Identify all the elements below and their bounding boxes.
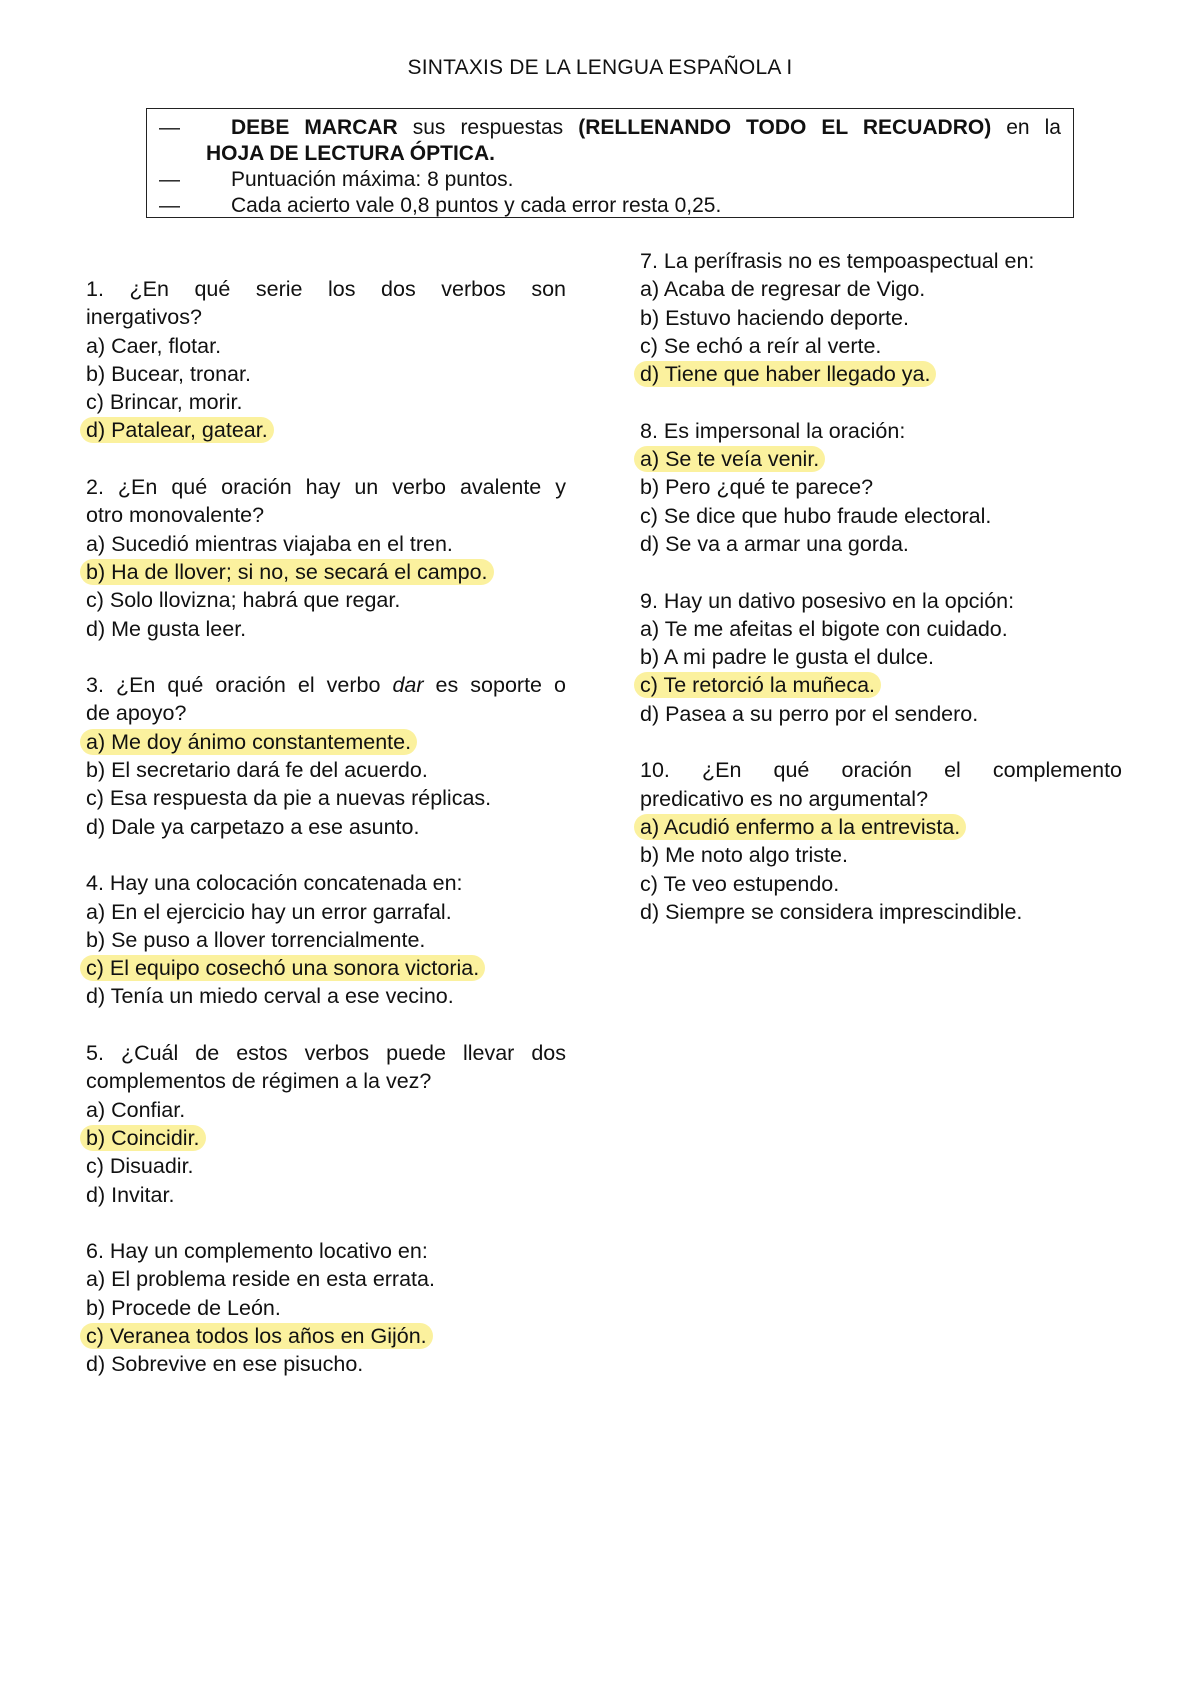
dash-3: — (159, 194, 180, 217)
question-6 (86, 1237, 566, 1378)
exam-title: SINTAXIS DE LA LENGUA ESPAÑOLA I (407, 56, 793, 79)
question-10 (640, 756, 1122, 926)
instruction-bold-b: (RELLENANDO TODO EL RECUADRO) (578, 116, 992, 139)
question-3 (86, 671, 566, 841)
highlighted-answer: b) Coincidir. (80, 1125, 206, 1151)
instruction-max-score: Puntuación máxima: 8 puntos. (231, 168, 514, 191)
option-a (640, 813, 1122, 841)
option-c: c) Te veo estupendo. (640, 871, 840, 896)
highlighted-answer: a) Me doy ánimo constantemente. (80, 729, 417, 755)
option-c (86, 954, 566, 982)
instructions-box (146, 108, 1074, 218)
option-d: d) Dale ya carpetazo a ese asunto. (86, 814, 420, 839)
option-a: a) Te me afeitas el bigote con cuidado. (640, 616, 1008, 641)
option-d: d) Se va a armar una gorda. (640, 531, 909, 556)
highlighted-answer: c) Veranea todos los años en Gijón. (80, 1323, 433, 1349)
highlighted-answer: b) Ha de llover; si no, se secará el campo. (80, 559, 494, 585)
option-b: b) Se puso a llover torrencialmente. (86, 927, 426, 952)
option-d: d) Invitar. (86, 1182, 175, 1207)
option-d: d) Siempre se considera imprescindible. (640, 899, 1023, 924)
option-b: b) A mi padre le gusta el dulce. (640, 645, 935, 670)
highlighted-answer: d) Tiene que haber llegado ya. (634, 361, 936, 387)
option-b (86, 558, 566, 586)
option-b: b) Estuvo haciendo deporte. (640, 305, 909, 330)
instruction-plain-b: en la (1006, 116, 1061, 139)
option-a: a) Sucedió mientras viajaba en el tren. (86, 531, 453, 556)
option-b: b) El secretario dará fe del acuerdo. (86, 758, 428, 783)
option-c: c) Se dice que hubo fraude electoral. (640, 503, 992, 528)
highlighted-answer: d) Patalear, gatear. (80, 417, 274, 443)
question-stem: 10. ¿En qué oración el complemento predicativo es no argumental? (640, 758, 1122, 811)
instruction-plain-a: sus respuestas (412, 116, 564, 139)
instruction-bold-a: DEBE MARCAR (231, 116, 398, 139)
option-d (86, 416, 566, 444)
option-a (86, 728, 566, 756)
question-stem: 1. ¿En qué serie los dos verbos son inergativos? (86, 277, 566, 330)
question-stem: 2. ¿En qué oración hay un verbo avalente y otro monovalente? (86, 475, 566, 528)
dash-1: — (159, 116, 180, 139)
question-5 (86, 1039, 566, 1209)
option-d (640, 360, 1122, 388)
option-a: a) Caer, flotar. (86, 333, 222, 358)
option-a: a) Acaba de regresar de Vigo. (640, 277, 926, 302)
highlighted-answer: a) Se te veía venir. (634, 446, 825, 472)
option-c: c) Disuadir. (86, 1154, 194, 1179)
left-column (86, 275, 566, 1407)
instruction-bold-c: HOJA DE LECTURA ÓPTICA. (206, 142, 495, 165)
option-b: b) Pero ¿qué te parece? (640, 475, 874, 500)
option-c (640, 671, 1122, 699)
option-b: b) Bucear, tronar. (86, 361, 251, 386)
highlighted-answer: c) El equipo cosechó una sonora victoria. (80, 955, 485, 981)
option-b (86, 1124, 566, 1152)
option-c: c) Esa respuesta da pie a nuevas réplicas. (86, 786, 492, 811)
question-stem: 7. La perífrasis no es tempoaspectual en: (640, 249, 1035, 273)
instruction-line-3 (159, 193, 1061, 219)
dash-2: — (159, 168, 180, 191)
option-b: b) Procede de León. (86, 1295, 281, 1320)
question-stem: 5. ¿Cuál de estos verbos puede llevar dos complementos de régimen a la vez? (86, 1041, 566, 1094)
question-stem: 6. Hay un complemento locativo en: (86, 1239, 428, 1264)
highlighted-answer: a) Acudió enfermo a la entrevista. (634, 814, 966, 840)
option-a: a) Confiar. (86, 1097, 186, 1122)
question-stem: 8. Es impersonal la oración: (640, 418, 906, 443)
question-9 (640, 587, 1122, 728)
option-d: d) Tenía un miedo cerval a ese vecino. (86, 984, 454, 1009)
option-b: b) Me noto algo triste. (640, 843, 848, 868)
instruction-line-1 (159, 115, 1061, 141)
option-d: d) Sobrevive en ese pisucho. (86, 1352, 364, 1377)
question-1 (86, 275, 566, 445)
instruction-line-2 (159, 167, 1061, 193)
highlighted-answer: c) Te retorció la muñeca. (634, 672, 881, 698)
option-d: d) Me gusta leer. (86, 616, 247, 641)
option-a (640, 445, 1122, 473)
question-4 (86, 869, 566, 1010)
question-2 (86, 473, 566, 643)
instruction-scoring: Cada acierto vale 0,8 puntos y cada error resta 0,25. (231, 194, 722, 217)
question-stem: 4. Hay una colocación concatenada en: (86, 871, 463, 896)
option-c (86, 1322, 566, 1350)
option-c: c) Brincar, morir. (86, 390, 243, 415)
option-d: d) Pasea a su perro por el sendero. (640, 701, 979, 726)
option-a: a) En el ejercicio hay un error garrafal. (86, 899, 452, 924)
option-c: c) Se echó a reír al verte. (640, 333, 882, 358)
option-c: c) Solo llovizna; habrá que regar. (86, 588, 401, 613)
question-stem: 9. Hay un dativo posesivo en la opción: (640, 588, 1015, 613)
question-8 (640, 417, 1122, 558)
question-7 (640, 247, 1122, 388)
question-stem: 3. ¿En qué oración el verbo dar es soporte o de apoyo? (86, 673, 566, 726)
option-a: a) El problema reside en esta errata. (86, 1267, 435, 1292)
right-column (640, 247, 1122, 954)
